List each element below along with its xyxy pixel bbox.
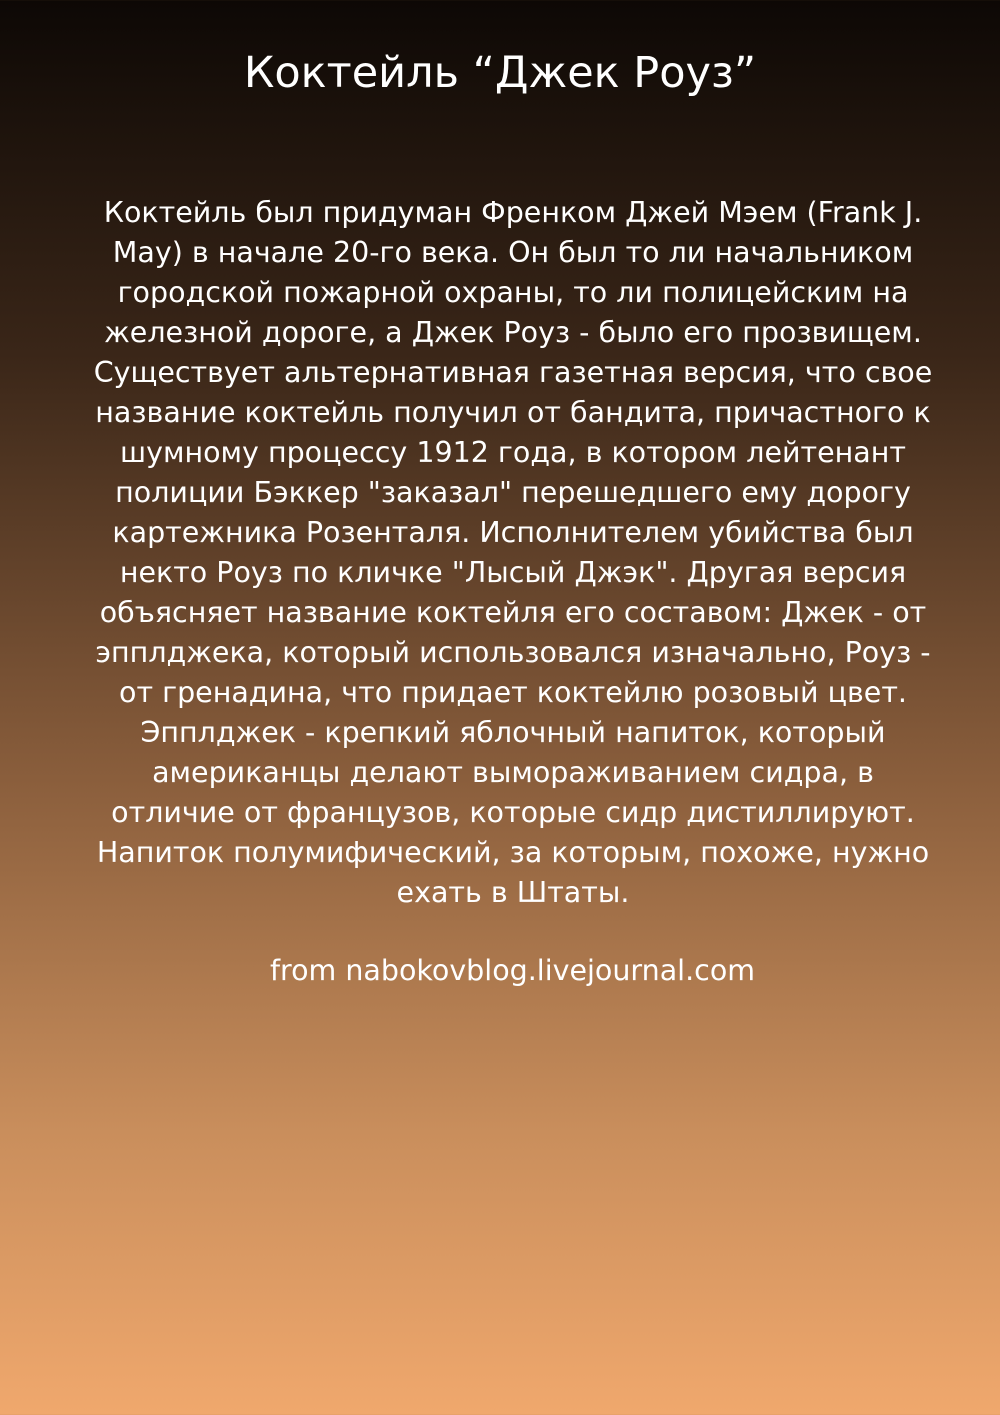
- body-line: железной дороге, а Джек Роуз - было его прозвищем.: [104, 316, 922, 349]
- body-line: некто Роуз по кличке "Лысый Джэк". Другая версия: [119, 556, 907, 589]
- body-line: отличие от французов, которые сидр дистиллируют.: [111, 796, 915, 829]
- body-line: May) в начале 20-го века. Он был то ли начальником: [112, 236, 914, 269]
- body-line: от гренадина, что придает коктейлю розовый цвет.: [119, 676, 907, 709]
- body-line: Существует альтернативная газетная версия, что свое: [93, 356, 933, 389]
- source-credit: from nabokovblog.livejournal.com: [269, 954, 756, 987]
- body-line: эпплджека, который использовался изначально, Роуз -: [95, 636, 931, 669]
- body-line: городской пожарной охраны, то ли полицейским на: [117, 276, 909, 309]
- body-line: картежника Розенталя. Исполнителем убийства был: [112, 516, 914, 549]
- body-line: Эпплджек - крепкий яблочный напиток, который: [140, 716, 886, 749]
- body-line: Напиток полумифический, за которым, похоже, нужно: [96, 836, 930, 869]
- body-line: американцы делают вымораживанием сидра, в: [152, 756, 874, 789]
- body-line: полиции Бэккер "заказал" перешедшего ему дорогу: [115, 476, 911, 509]
- body-line: объясняет название коктейля его составом: Джек - от: [99, 596, 927, 629]
- page-title: Коктейль “Джек Роуз”: [243, 48, 757, 98]
- body-line: Коктейль был придуман Френком Джей Мэем (Frank J.: [103, 196, 923, 229]
- body-line: ехать в Штаты.: [396, 876, 630, 909]
- body-line: название коктейль получил от бандита, причастного к: [95, 396, 931, 429]
- article-body: [80, 193, 946, 913]
- body-line: шумному процессу 1912 года, в котором лейтенант: [120, 436, 906, 469]
